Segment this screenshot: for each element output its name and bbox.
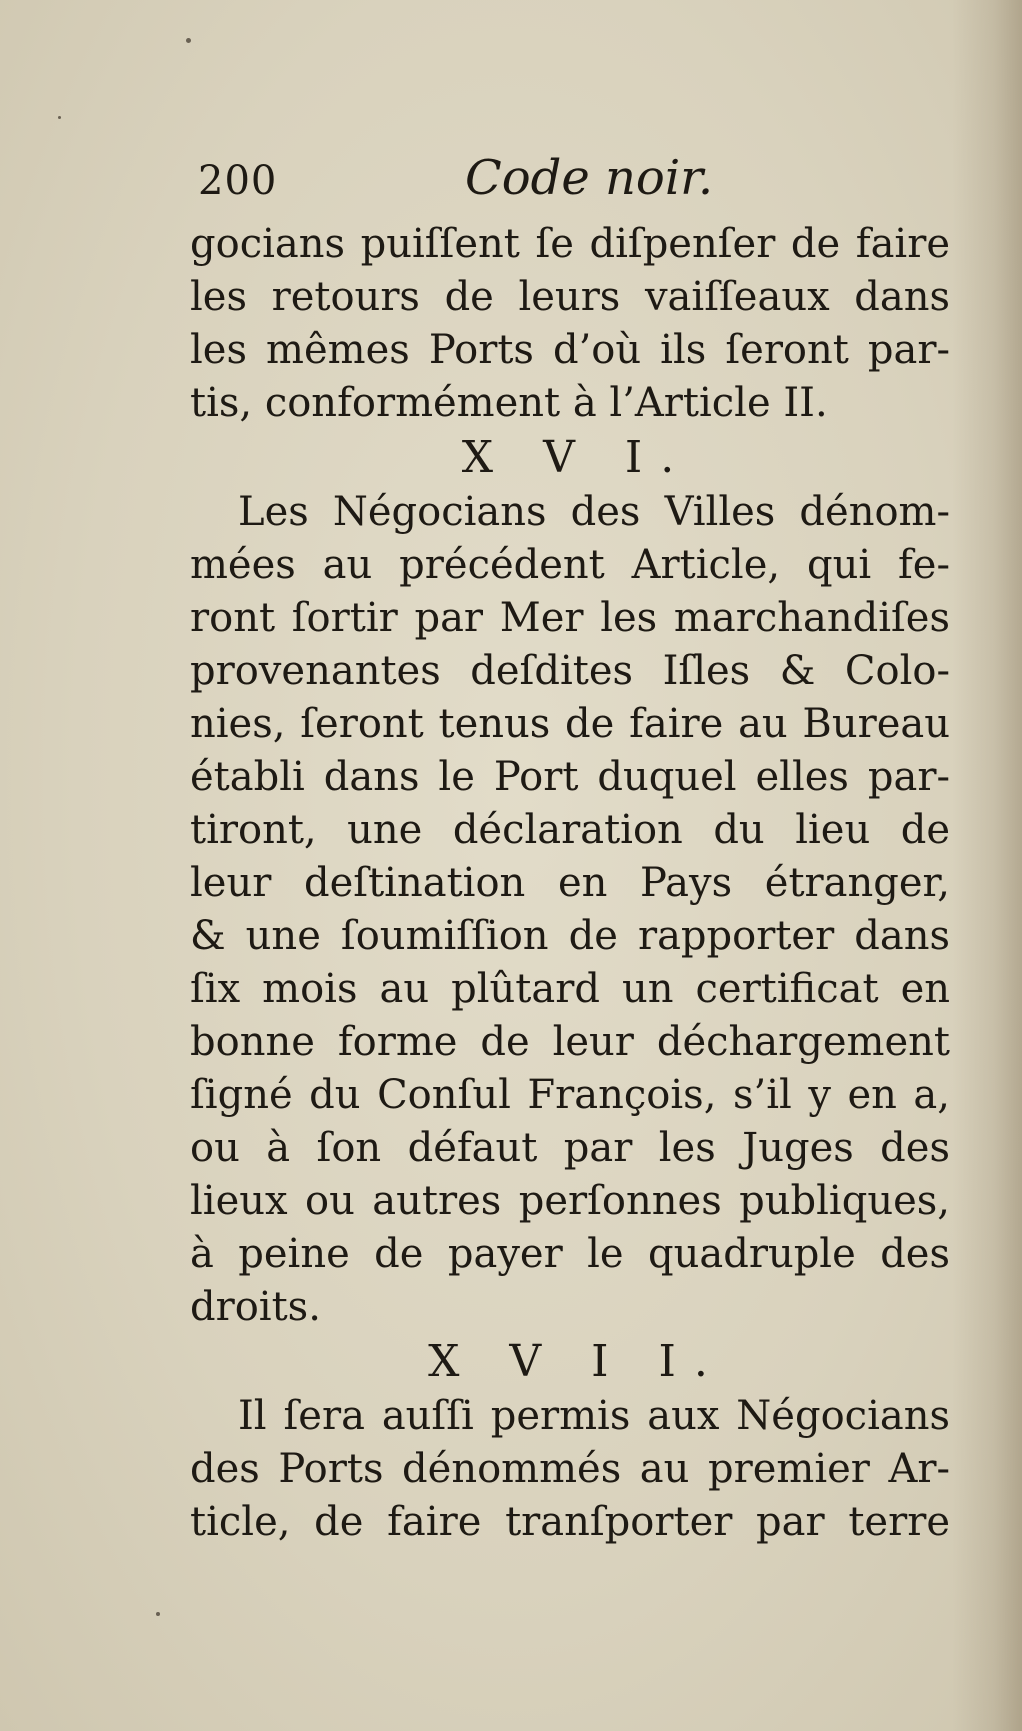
text-line: ticle, de faire tranſporter par terre (190, 1499, 950, 1545)
continuation-paragraph (190, 218, 950, 430)
text-line: leur deſtination en Pays étranger, (190, 860, 950, 906)
article-heading-16: X V I. (461, 432, 693, 483)
text-line: tis, conformément à l’Article II. (190, 380, 828, 426)
text-line: des Ports dénommés au premier Ar- (190, 1446, 950, 1492)
paper-speck (156, 1612, 160, 1616)
text-line: provenantes deſdites Iſles & Colo- (190, 648, 950, 694)
paper-speck (186, 38, 191, 43)
text-line: droits. (190, 1284, 321, 1330)
text-line: ront ſortir par Mer les marchandiſes (190, 595, 950, 641)
text-line: établi dans le Port duquel elles par- (190, 754, 950, 800)
page-number: 200 (198, 158, 278, 204)
article-17-paragraph (190, 1390, 950, 1549)
running-title: Code noir. (465, 150, 714, 206)
text-line: les mêmes Ports d’où ils ſeront par- (190, 327, 950, 373)
text-block (190, 150, 950, 1549)
text-line: lieux ou autres perſonnes publiques, (190, 1178, 950, 1224)
text-line: & une ſoumiſſion de rapporter dans (190, 913, 950, 959)
page-header (190, 150, 950, 212)
text-line: les retours de leurs vaiſſeaux dans (190, 274, 950, 320)
paper-speck (58, 116, 61, 119)
text-line: ſigné du Conſul François, s’il y en a, (190, 1072, 950, 1118)
text-line: ou à ſon défaut par les Juges des (190, 1125, 950, 1171)
text-line: gocians puiſſent ſe diſpenſer de faire (190, 221, 950, 267)
article-heading-17: X V I I. (428, 1336, 726, 1387)
text-line: tiront, une déclaration du lieu de (190, 807, 950, 853)
text-line: Les Négocians des Villes dénom- (238, 489, 950, 535)
article-16-paragraph (190, 486, 950, 1334)
text-line: nies, ſeront tenus de faire au Bureau (190, 701, 950, 747)
text-line: à peine de payer le quadruple des (190, 1231, 950, 1277)
text-line: Il ſera auſſi permis aux Négocians (238, 1393, 950, 1439)
text-line: mées au précédent Article, qui fe- (190, 542, 950, 588)
text-line: ſix mois au plûtard un certificat en (190, 966, 950, 1012)
text-line: bonne forme de leur déchargement (190, 1019, 950, 1065)
page-edge-shadow (952, 0, 1022, 1731)
